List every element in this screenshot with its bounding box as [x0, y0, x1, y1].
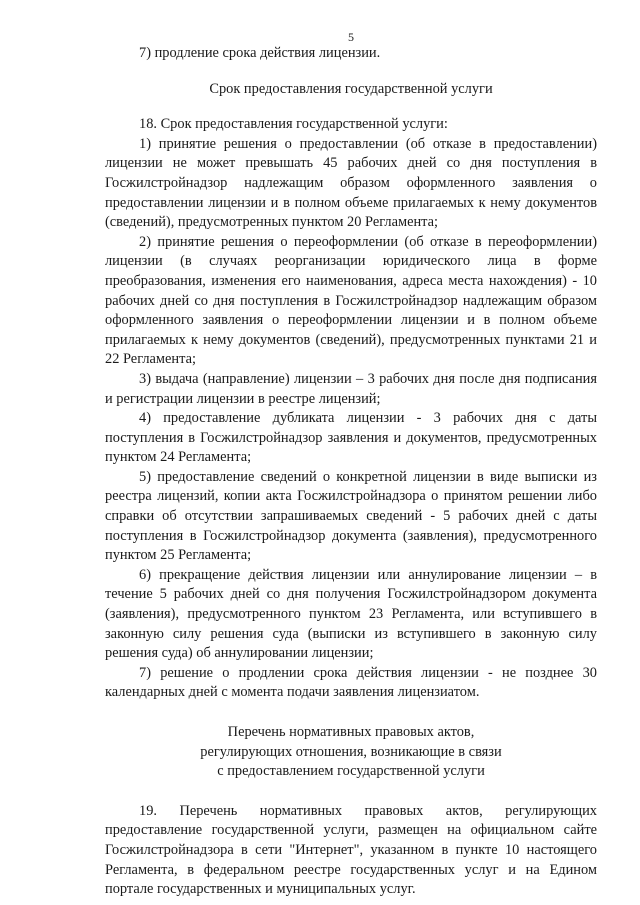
- section-heading-term: Срок предоставления государственной услуги: [209, 80, 493, 97]
- page-number: 5: [348, 30, 354, 44]
- document-body: [105, 44, 597, 900]
- clause-18-item-5: 5) предоставление сведений о конкретной лицензии в виде выписки из реестра лицензий, копии акта Госжилстройнадзора о принятом решении либо справки об отсутствии запрашиваемых сведений - 5 рабочих дней с даты поступления в Госжилстройнадзор документа (заявления), предусмотренного пунктом 25 Регламента;: [105, 468, 597, 564]
- clause-18-item-7: 7) решение о продлении срока действия лицензии - не позднее 30 календарных дней с момента подачи заявления лицензиатом.: [105, 664, 597, 701]
- clause-18-item-4: 4) предоставление дубликата лицензии - 3 рабочих дня с даты поступления в Госжилстройнадзор заявления и документов, предусмотренных пунктом 24 Регламента;: [105, 410, 597, 466]
- section-heading-legal-acts: [105, 723, 597, 782]
- clause-19: 19. Перечень нормативных правовых актов, регулирующих предоставление государственной услуги, размещен на официальном сайте Госжилстройнадзора в сети "Интернет", указанном в пункте 10 настоящего Регламента, в федеральном реестре государственных услуг и на Едином портале государственных и муниципальных услуг.: [105, 802, 597, 898]
- intro-item: 7) продление срока действия лицензии.: [139, 45, 381, 61]
- heading-line-3: с предоставлением государственной услуги: [217, 763, 485, 780]
- clause-18-item-2: 2) принятие решения о переоформлении (об отказе в переоформлении) лицензии (в случаях реорганизации юридического лица в форме преобразования, изменения его наименования, адреса места нахождения) - 10 рабочих дней со дня поступления в Госжилстройнадзор надлежащим образом оформленного заявления о переоформлении лицензии и в полном объеме прилагаемых к нему документов (сведений), предусмотренных пунктами 21 и 22 Регламента;: [105, 233, 597, 368]
- clause-18: 18. Срок предоставления государственной услуги:: [139, 116, 448, 133]
- clause-18-item-1: 1) принятие решения о предоставлении (об отказе в предоставлении) лицензии не может превышать 45 рабочих дней со дня поступления в Госжилстройнадзор надлежащим образом оформленного заявления о предоставлении лицензии и в полном объеме прилагаемых к нему документов (сведений), предусмотренных пунктом 20 Регламента;: [105, 135, 597, 231]
- heading-line-2: регулирующих отношения, возникающие в связи: [200, 743, 502, 760]
- clause-18-item-6: 6) прекращение действия лицензии или аннулирование лицензии – в течение 5 рабочих дней со дня получения Госжилстройнадзором документа (заявления), предусмотренного пунктом 23 Регламента, или вступившего в законную силу решения суда (выписки из вступившего в законную силу решения суда) об аннулировании лицензии;: [105, 566, 597, 662]
- clause-18-item-3: 3) выдача (направление) лицензии – 3 рабочих дня после дня подписания и регистрации лицензии в реестре лицензий;: [105, 370, 597, 407]
- heading-line-1: Перечень нормативных правовых актов,: [227, 724, 475, 740]
